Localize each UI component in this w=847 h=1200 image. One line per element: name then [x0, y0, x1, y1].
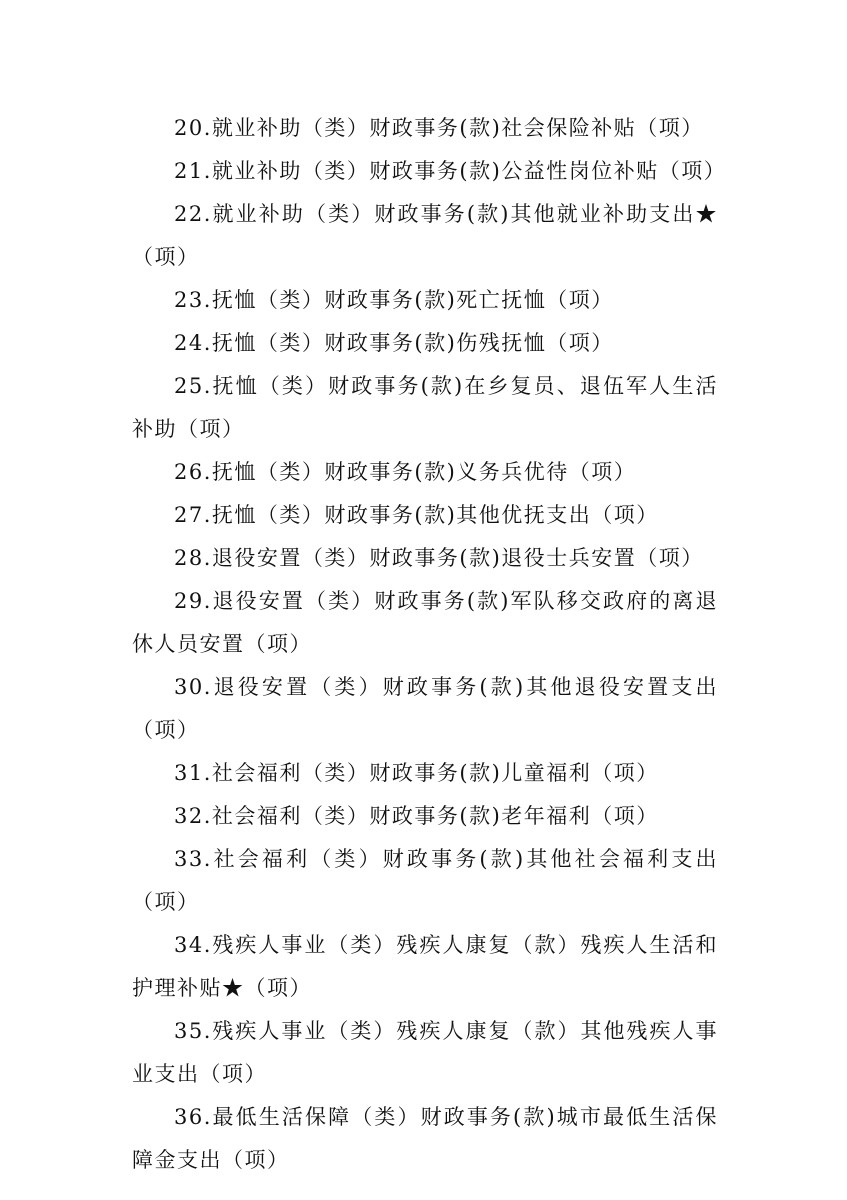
- list-item: 35.残疾人事业（类）残疾人康复（款）其他残疾人事业支出（项）: [132, 1019, 718, 1086]
- list-item: 24.抚恤（类）财政事务(款)伤残抚恤（项）: [174, 331, 614, 355]
- list-item: 29.退役安置（类）财政事务(款)军队移交政府的离退休人员安置（项）: [132, 589, 718, 656]
- list-item: 30.退役安置（类）财政事务(款)其他退役安置支出（项）: [132, 675, 718, 742]
- list-item: 25.抚恤（类）财政事务(款)在乡复员、退伍军人生活补助（项）: [132, 374, 718, 441]
- list-item: 31.社会福利（类）财政事务(款)儿童福利（项）: [174, 761, 659, 785]
- list-item: 28.退役安置（类）财政事务(款)退役士兵安置（项）: [174, 546, 704, 570]
- list-item: 20.就业补助（类）财政事务(款)社会保险补贴（项）: [174, 116, 704, 140]
- list-item: 36.最低生活保障（类）财政事务(款)城市最低生活保障金支出（项）: [132, 1105, 718, 1172]
- list-item: 21.就业补助（类）财政事务(款)公益性岗位补贴（项）: [174, 159, 727, 183]
- list-item: 22.就业补助（类）财政事务(款)其他就业补助支出★（项）: [132, 202, 718, 269]
- list-item: 34.残疾人事业（类）残疾人康复（款）残疾人生活和护理补贴★（项）: [132, 933, 718, 1000]
- list-item: 23.抚恤（类）财政事务(款)死亡抚恤（项）: [174, 288, 614, 312]
- list-item: 26.抚恤（类）财政事务(款)义务兵优待（项）: [174, 460, 637, 484]
- list-item: 32.社会福利（类）财政事务(款)老年福利（项）: [174, 804, 659, 828]
- list-item: 27.抚恤（类）财政事务(款)其他优抚支出（项）: [174, 503, 659, 527]
- budget-item-list: [132, 107, 727, 1182]
- list-item: 33.社会福利（类）财政事务(款)其他社会福利支出（项）: [132, 847, 718, 914]
